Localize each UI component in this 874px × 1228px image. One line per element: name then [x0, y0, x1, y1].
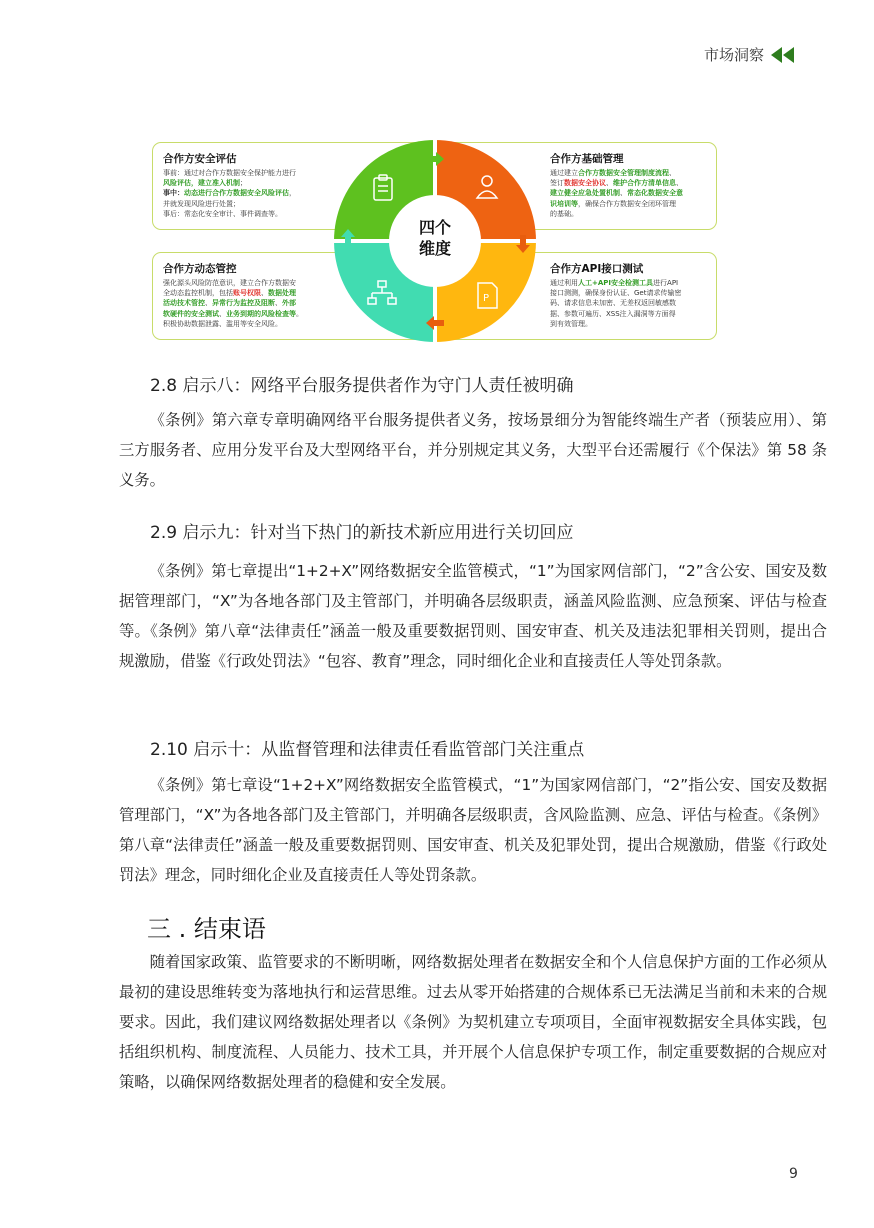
box-body: 通过建立合作方数据安全管理制度流程、 签订数据安全协议、维护合作方清单信息、 建立健全应急处置机制、常态化数据安全意 识培训等，确保合作方数据安全闭环管理 的基础。 [550, 169, 683, 218]
double-chevron-left-icon [770, 46, 796, 64]
section-heading-2-10: 2.10 启示十：从监督管理和法律责任看监管部门关注重点 [150, 740, 585, 760]
page-header [704, 44, 796, 65]
box-title: 合作方API接口测试 [550, 263, 644, 275]
four-dimensions-diagram [152, 140, 717, 342]
section-body-2-10: 《条例》第七章设“1+2+X”网络数据安全监管模式，“1”为国家网信部门，“2”指公安、国安及数据管理部门，“X”为各地各部门及主管部门，并明确各层级职责，含风险监测、应急、评估与检查。《条例》第八章“法律责任”涵盖一般及重要数据罚则、国安审查、机关及犯罪处罚，提出合规激励，借鉴《行政处罚法》理念，同时细化企业及直接责任人等处罚条款。 [119, 776, 827, 884]
svg-text:P: P [483, 293, 490, 304]
chapter-heading-conclusion: 三 . 结束语 [147, 915, 266, 943]
center-label: 四个 维度 [418, 218, 451, 258]
page-number: 9 [789, 1166, 798, 1182]
box-body: 通过利用人工+API安全检测工具进行API 接口测测，确保身份认证、Get请求传输密 码、请求信息未加密、无差权返回敏感数 据、参数可遍历、XSS注入漏洞等方面得 到有效管理。 [550, 279, 682, 328]
box-title: 合作方安全评估 [163, 153, 237, 165]
conclusion-body: 随着国家政策、监管要求的不断明晰，网络数据处理者在数据安全和个人信息保护方面的工作必须从最初的建设思维转变为落地执行和运营思维。过去从零开始搭建的合规体系已无法满足当前和未来的合规要求。因此，我们建议网络数据处理者以《条例》为契机建立专项项目，全面审视数据安全具体实践，包括组织机构、制度流程、人员能力、技术工具，并开展个人信息保护专项工作，制定重要数据的合规应对策略，以确保网络数据处理者的稳健和安全发展。 [119, 953, 827, 1091]
section-heading-2-8: 2.8 启示八：网络平台服务提供者作为守门人责任被明确 [150, 376, 574, 396]
box-body: 强化源头风险防范意识，建立合作方数据安 全动态监控机制，包括账号权限、数据处理 活动技术管控、异常行为监控及阻断、外部 软硬件的安全测试、业务到期的风险检查等。 积极协助数据泄露、滥用等安全风险。 [163, 279, 303, 328]
header-title: 市场洞察 [703, 46, 764, 64]
box-title: 合作方动态管控 [163, 263, 237, 275]
section-heading-2-9: 2.9 启示九：针对当下热门的新技术新应用进行关切回应 [150, 523, 574, 543]
section-body-2-9: 《条例》第七章提出“1+2+X”网络数据安全监管模式，“1”为国家网信部门，“2”含公安、国安及数据管理部门，“X”为各地各部门及主管部门，并明确各层级职责，涵盖风险监测、应急预案、评估与检查等。《条例》第八章“法律责任”涵盖一般及重要数据罚则、国安审查、机关及违法犯罪相关罚则，提出合规激励，借鉴《行政处罚法》“包容、教育”理念，同时细化企业和直接责任人等处罚条款。 [119, 562, 827, 670]
box-title: 合作方基础管理 [550, 153, 624, 165]
section-body-2-8: 《条例》第六章专章明确网络平台服务提供者义务，按场景细分为智能终端生产者（预装应用）、第三方服务者、应用分发平台及大型网络平台，并分别规定其义务，大型平台还需履行《个保法》第 58 条义务。 [119, 411, 827, 489]
box-body: 事前：通过对合作方数据安全保护能力进行 风险评估，建立准入机制； 事中：动态进行合作方数据安全风险评估， 并就发现风险进行处置； 事后：常态化安全审计、事件调查等。 [163, 169, 296, 218]
